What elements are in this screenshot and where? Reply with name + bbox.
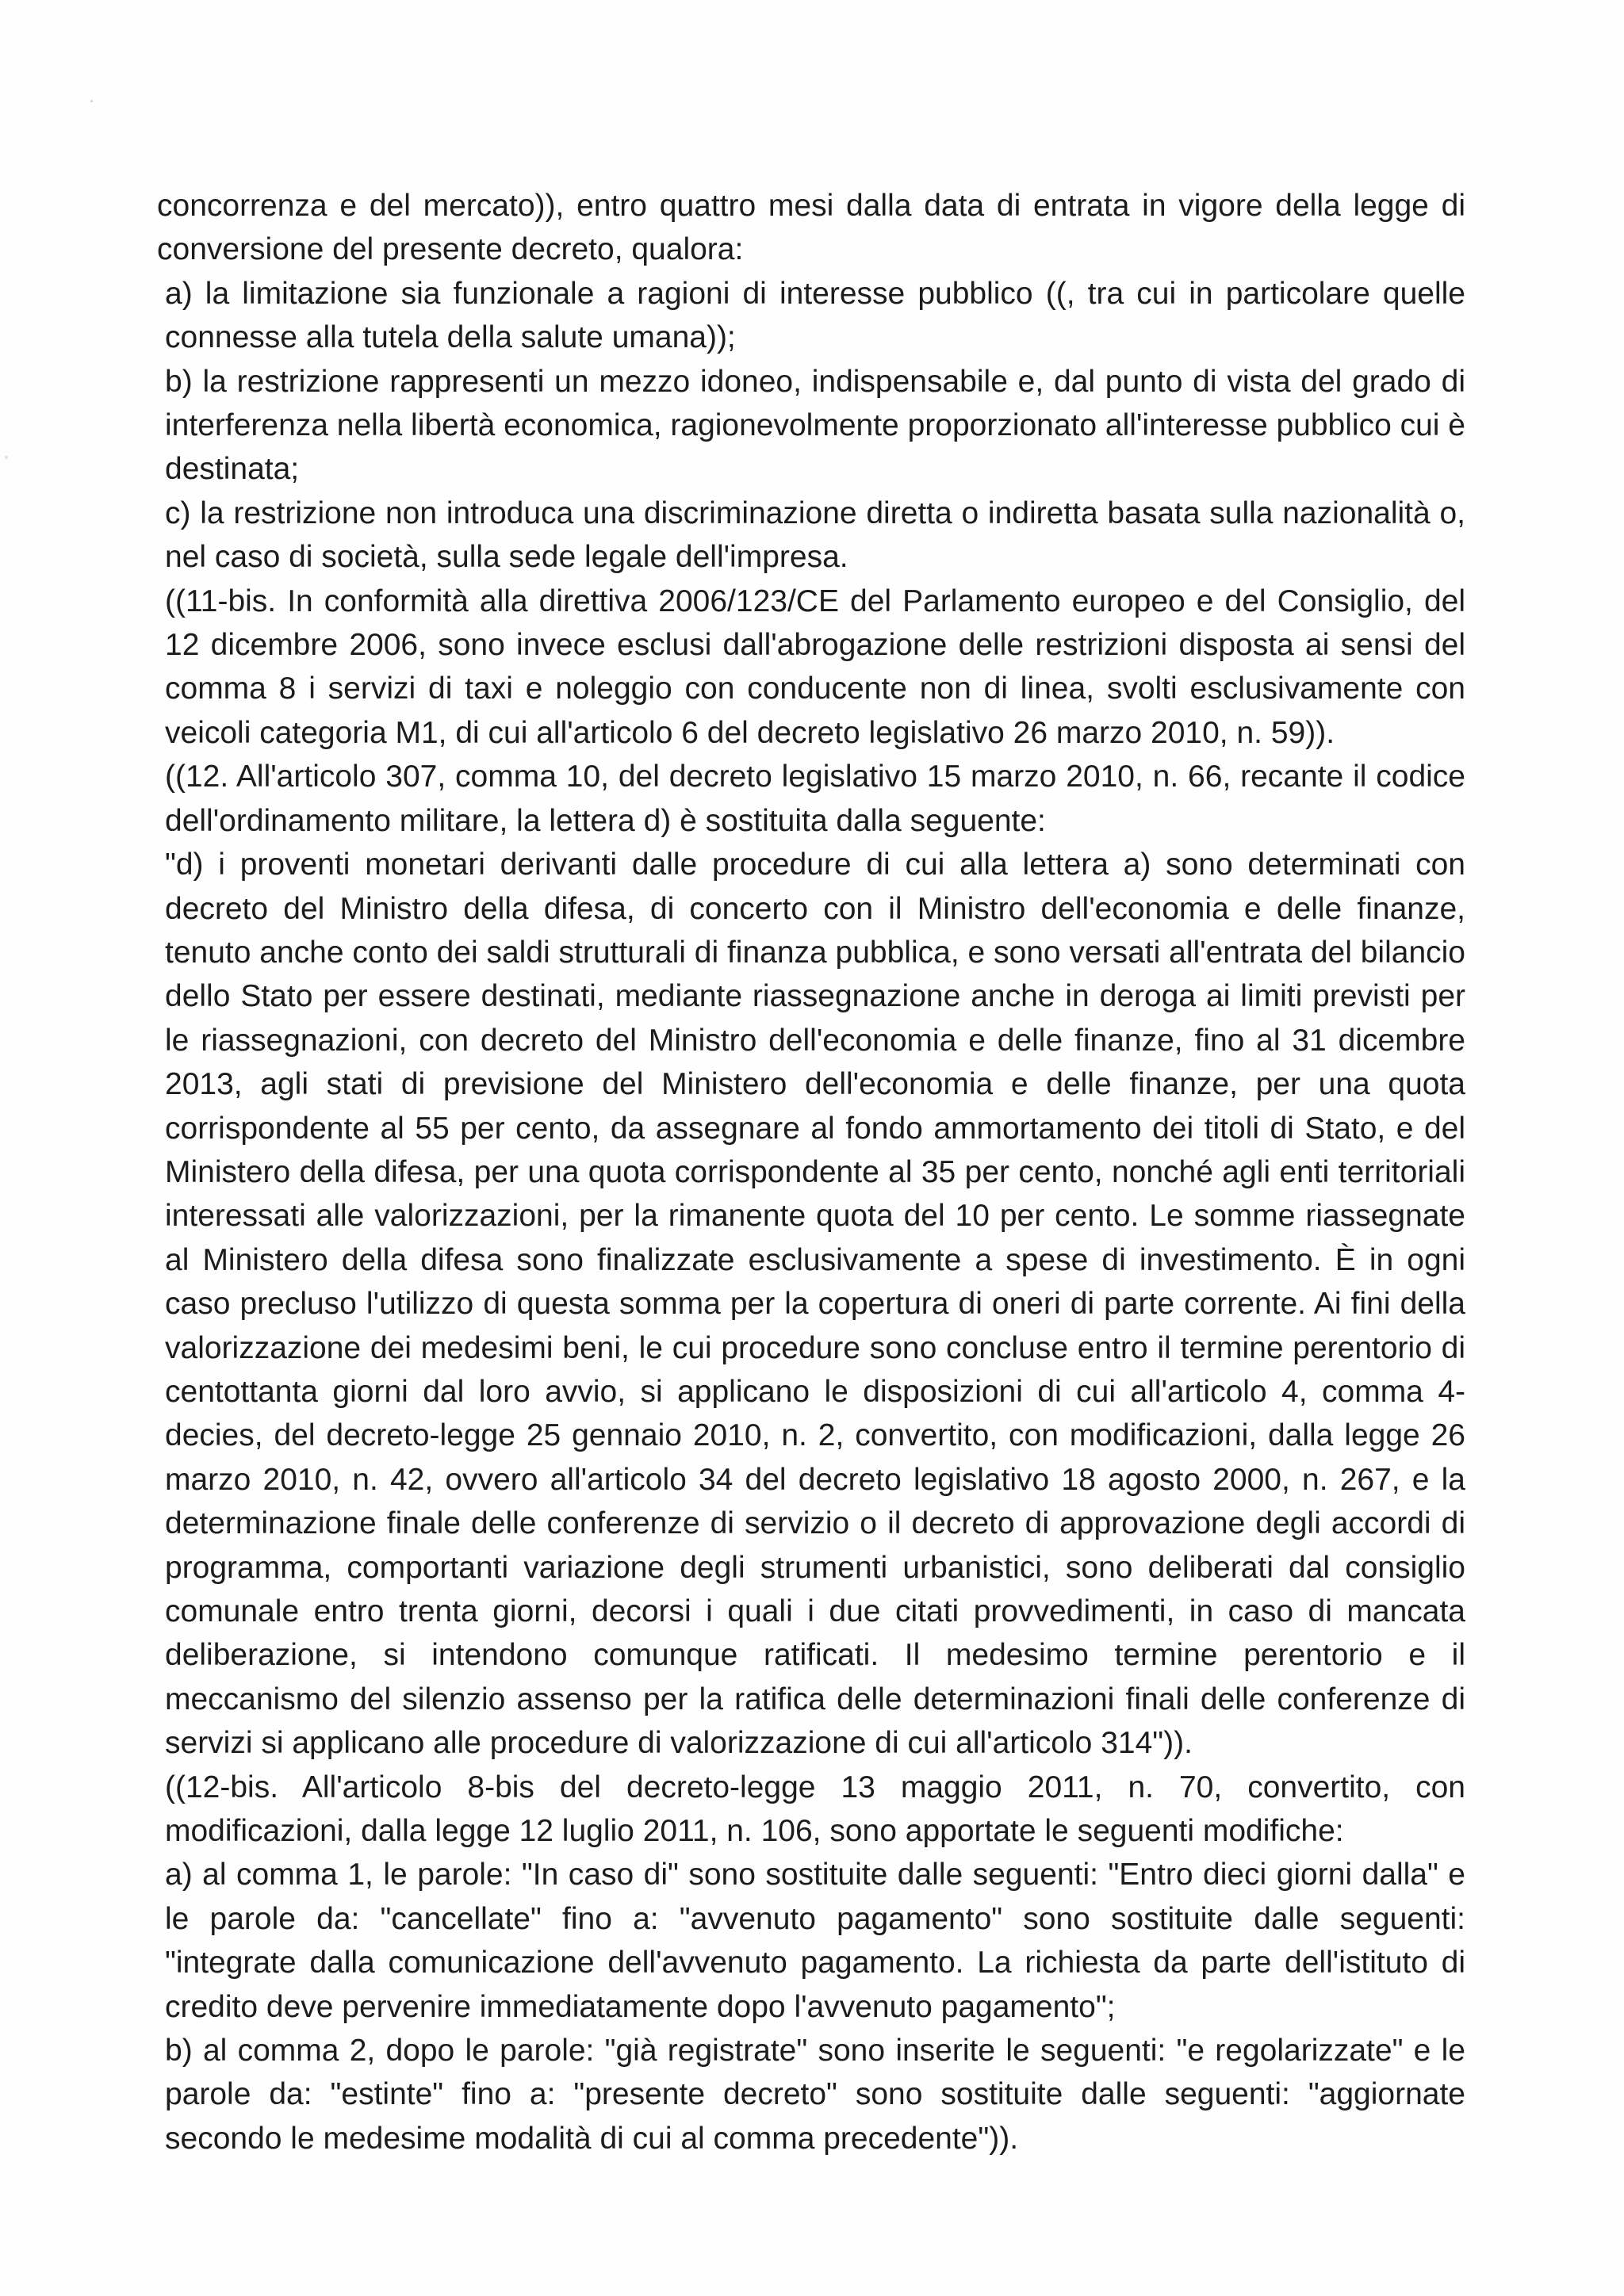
paragraph-12-bis: ((12-bis. All'articolo 8-bis del decreto-legge 13 maggio 2011, n. 70, convertito, con modificazioni, dalla legge 12 luglio 2011, n. 106, sono apportate le seguenti modifiche: (165, 1770, 1465, 1849)
paragraph-12-bis-b: b) al comma 2, dopo le parole: "già registrate" sono inserite le seguenti: "e regolarizzate" e le parole da: "estinte" fino a: "presente decreto" sono sostituite dalle seguenti: "aggiornate secondo le medesime modalità di cui al comma precedente")). (165, 2034, 1465, 2156)
paragraph-12: ((12. All'articolo 307, comma 10, del decreto legislativo 15 marzo 2010, n. 66, recante il codice dell'ordinamento militare, la lettera d) è sostituita dalla seguente: (165, 760, 1465, 838)
paragraph-item-a: a) la limitazione sia funzionale a ragioni di interesse pubblico ((, tra cui in particolare quelle connesse alla tutela della salute umana)); (165, 276, 1465, 355)
paragraph-item-b: b) la restrizione rappresenti un mezzo idoneo, indispensabile e, dal punto di vista del grado di interferenza nella libertà economica, ragionevolmente proporzionato all'interesse pubblico cui è destinata; (165, 364, 1465, 487)
paragraph-12-lettera-d: "d) i proventi monetari derivanti dalle procedure di cui alla lettera a) sono determinati con decreto del Ministro della difesa, di concerto con il Ministro dell'economia e delle finanze, tenuto anche conto dei saldi strutturali di finanza pubblica, e sono versati all'entrata del bilancio dello Stato per essere destinati, mediante riassegnazione anche in deroga ai limiti previsti per le riassegnazioni, con decreto del Ministro dell'economia e delle finanze, fino al 31 dicembre 2013, agli stati di previsione del Ministero dell'economia e delle finanze, per una quota corrispondente al 55 per cento, da assegnare al fondo ammortamento dei titoli di Stato, e del Ministero della difesa, per una quota corrispondente al 35 per cento, nonché agli enti territoriali interessati alle valorizzazioni, per la rimanente quota del 10 per cento. Le somme riassegnate al Ministero della difesa sono finalizzate esclusivamente a spese di investimento. È in ogni caso precluso l'utilizzo di questa somma per la copertura di oneri di parte corrente. Ai fini della valorizzazione dei medesimi beni, le cui procedure sono concluse entro il termine perentorio di centottanta giorni dal loro avvio, si applicano le disposizioni di cui all'articolo 4, comma 4-decies, del decreto-legge 25 gennaio 2010, n. 2, convertito, con modificazioni, dalla legge 26 marzo 2010, n. 42, ovvero all'articolo 34 del decreto legislativo 18 agosto 2000, n. 267, e la determinazione finale delle conferenze di servizio o il decreto di approvazione degli accordi di programma, comportanti variazione degli strumenti urbanistici, sono deliberati dal consiglio comunale entro trenta giorni, decorsi i quali i due citati provvedimenti, in caso di mancata deliberazione, si intendono comunque ratificati. Il medesimo termine perentorio e il meccanismo del silenzio assenso per la ratifica delle determinazioni finali delle conferenze di servizi si applicano alle procedure di valorizzazione di cui all'articolo 314")). (165, 848, 1465, 1761)
paragraph-11-bis: ((11-bis. In conformità alla direttiva 2006/123/CE del Parlamento europeo e del Consiglio, del 12 dicembre 2006, sono invece esclusi dall'abrogazione delle restrizioni disposta ai sensi del comma 8 i servizi di taxi e noleggio con conducente non di linea, svolti esclusivamente con veicoli categoria M1, di cui all'articolo 6 del decreto legislativo 26 marzo 2010, n. 59)). (165, 584, 1465, 750)
scan-speck (5, 456, 8, 459)
paragraph-intro: concorrenza e del mercato)), entro quattro mesi dalla data di entrata in vigore della legge di conversione del presente decreto, qualora: (157, 189, 1465, 267)
document-body (157, 184, 1465, 2160)
paragraph-item-c: c) la restrizione non introduca una discriminazione diretta o indiretta basata sulla nazionalità o, nel caso di società, sulla sede legale dell'impresa. (165, 496, 1465, 575)
scan-speck (90, 100, 93, 102)
paragraph-12-bis-a: a) al comma 1, le parole: "In caso di" sono sostituite dalle seguenti: "Entro dieci giorni dalla" e le parole da: "cancellate" fino a: "avvenuto pagamento" sono sostituite dalle seguenti: "integrate dalla comunicazione dell'avvenuto pagamento. La richiesta da parte dell'istituto di credito deve pervenire immediatamente dopo l'avvenuto pagamento"; (165, 1858, 1465, 2024)
